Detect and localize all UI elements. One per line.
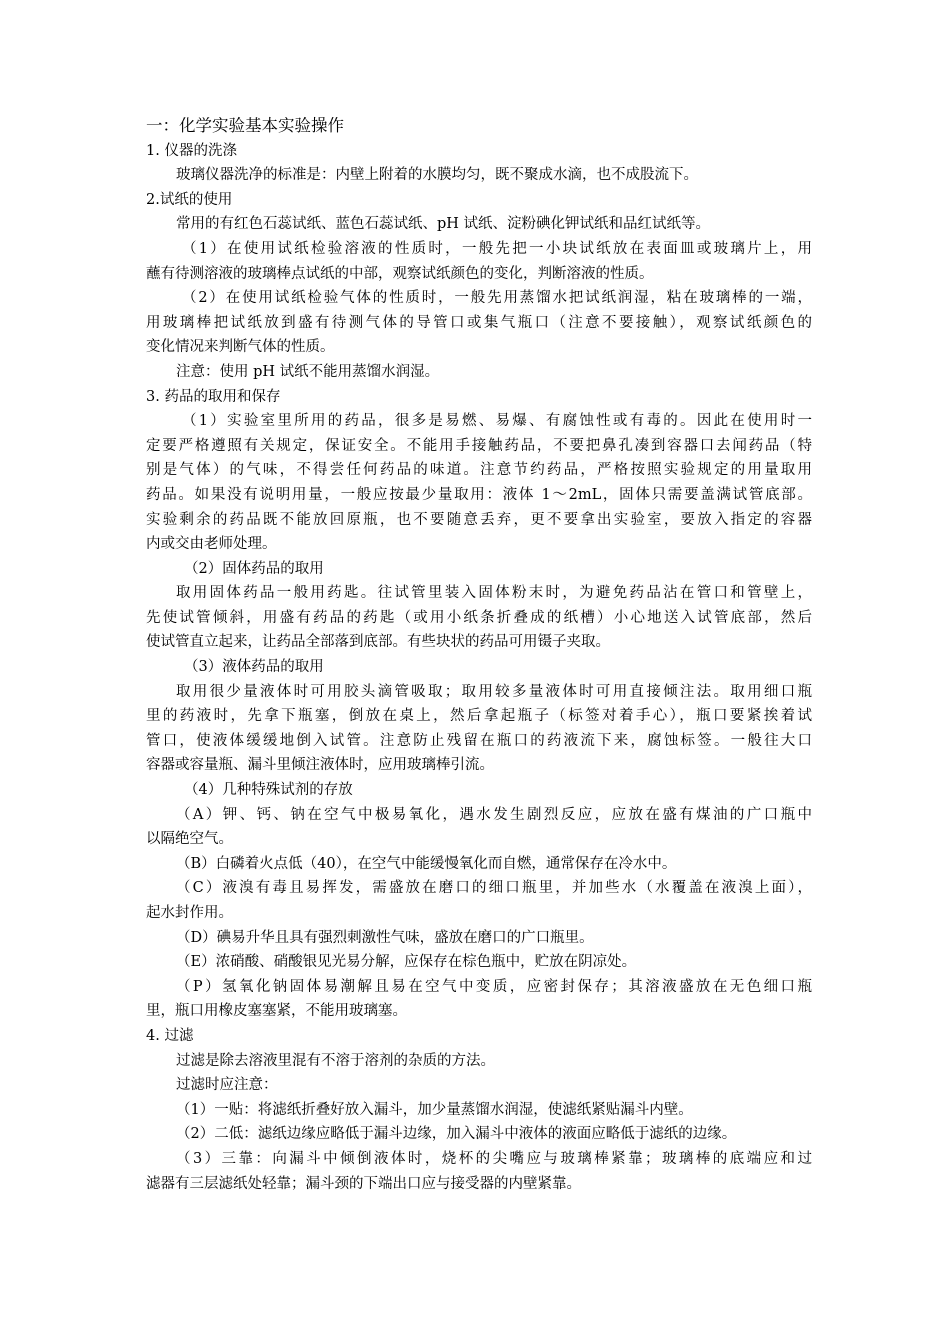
text-line: 定要严格遵照有关规定，保证安全。不能用手接触药品，不要把鼻孔凑到容器口去闻药品（特 <box>146 437 812 454</box>
text-line: 常用的有红色石蕊试纸、蓝色石蕊试纸、pH 试纸、淀粉碘化钾试纸和品红试纸等。 <box>176 216 711 233</box>
text-line: （2）固体药品的取用 <box>184 560 324 577</box>
text-line: 取用很少量液体时可用胶头滴管吸取；取用较多量液体时可用直接倾注法。取用细口瓶 <box>176 683 812 700</box>
text-line: 变化情况来判断气体的性质。 <box>146 339 335 356</box>
text-line: （1）一贴：将滤纸折叠好放入漏斗，加少量蒸馏水润湿，使滤纸紧贴漏斗内壁。 <box>176 1101 693 1118</box>
text-line: 1. 仪器的洗涤 <box>146 142 237 159</box>
text-line: 先使试管倾斜，用盛有药品的药匙（或用小纸条折叠成的纸槽）小心地送入试管底部，然后 <box>146 609 812 626</box>
text-line: 3. 药品的取用和保存 <box>146 388 281 405</box>
text-line: 过滤时应注意： <box>176 1077 278 1094</box>
text-line: 注意：使用 pH 试纸不能用蒸馏水润湿。 <box>176 363 440 380</box>
text-line: 别是气体）的气味，不得尝任何药品的味道。注意节约药品，严格按照实验规定的用量取用 <box>146 462 812 479</box>
text-line: （1）在使用试纸检验溶液的性质时，一般先把一小块试纸放在表面皿或玻璃片上，用 <box>182 240 812 257</box>
text-line: 起水封作用。 <box>146 905 233 921</box>
text-line: （C）液溴有毒且易挥发，需盛放在磨口的细口瓶里，并加些水（水覆盖在液溴上面）， <box>176 880 812 897</box>
text-line: （E）浓硝酸、硝酸银见光易分解，应保存在棕色瓶中，贮放在阴凉处。 <box>176 954 637 971</box>
text-line: （3）三靠：向漏斗中倾倒液体时，烧杯的尖嘴应与玻璃棒紧靠；玻璃棒的底端应和过 <box>176 1150 812 1167</box>
text-line: 里的药液时，先拿下瓶塞，倒放在桌上，然后拿起瓶子（标签对着手心），瓶口要紧挨着试 <box>146 708 812 725</box>
text-line: 玻璃仪器洗净的标准是：内壁上附着的水膜均匀，既不聚成水滴，也不成股流下。 <box>176 167 698 184</box>
text-line: （B）白磷着火点低（40），在空气中能缓慢氧化而自燃，通常保存在冷水中。 <box>176 855 677 872</box>
text-line: 2.试纸的使用 <box>146 191 233 208</box>
text-line: 里，瓶口用橡皮塞塞紧，不能用玻璃塞。 <box>146 1003 407 1020</box>
text-line: 蘸有待测溶液的玻璃棒点试纸的中部，观察试纸颜色的变化，判断溶液的性质。 <box>146 265 654 282</box>
text-line: （P）氢氧化钠固体易潮解且易在空气中变质，应密封保存；其溶液盛放在无色细口瓶 <box>176 978 812 995</box>
text-line: 容器或容量瓶、漏斗里倾注液体时，应用玻璃棒引流。 <box>146 757 494 774</box>
text-line: 过滤是除去溶液里混有不溶于溶剂的杂质的方法。 <box>176 1052 495 1069</box>
text-line: 内或交由老师处理。 <box>146 536 277 553</box>
text-line: （4）几种特殊试剂的存放 <box>184 782 353 799</box>
document-title: 一：化学实验基本实验操作 <box>146 116 344 135</box>
text-line: 使试管直立起来，让药品全部落到底部。有些块状的药品可用镊子夹取。 <box>146 634 610 651</box>
text-line: （2）二低：滤纸边缘应略低于漏斗边缘，加入漏斗中液体的液面应略低于滤纸的边缘。 <box>176 1126 737 1143</box>
text-line: 实验剩余的药品既不能放回原瓶，也不要随意丢弃，更不要拿出实验室，要放入指定的容器 <box>146 511 812 528</box>
text-line: 药品。如果没有说明用量，一般应按最少量取用：液体 1～2mL，固体只需要盖满试管底部。 <box>146 486 812 503</box>
text-line: （1）实验室里所用的药品，很多是易燃、易爆、有腐蚀性或有毒的。因此在使用时一 <box>182 413 812 430</box>
text-line: 取用固体药品一般用药匙。往试管里装入固体粉末时，为避免药品沾在管口和管壁上， <box>176 585 812 602</box>
text-line: 滤器有三层滤纸处轻靠；漏斗颈的下端出口应与接受器的内壁紧靠。 <box>146 1175 581 1192</box>
text-line: 用玻璃棒把试纸放到盛有待测气体的导管口或集气瓶口（注意不要接触），观察试纸颜色的 <box>146 314 812 331</box>
text-line: 以隔绝空气。 <box>146 831 233 848</box>
text-line: （2）在使用试纸检验气体的性质时，一般先用蒸馏水把试纸润湿，粘在玻璃棒的一端， <box>182 290 812 307</box>
text-line: （A）钾、钙、钠在空气中极易氧化，遇水发生剧烈反应，应放在盛有煤油的广口瓶中 <box>176 806 812 823</box>
text-line: （3）液体药品的取用 <box>184 659 324 676</box>
text-line: 4. 过滤 <box>146 1027 194 1044</box>
text-line: 管口，使液体缓缓地倒入试管。注意防止残留在瓶口的药液流下来，腐蚀标签。一般往大口 <box>146 732 812 749</box>
text-line: （D）碘易升华且具有强烈刺激性气味，盛放在磨口的广口瓶里。 <box>176 929 594 946</box>
document-page <box>146 114 812 1196</box>
